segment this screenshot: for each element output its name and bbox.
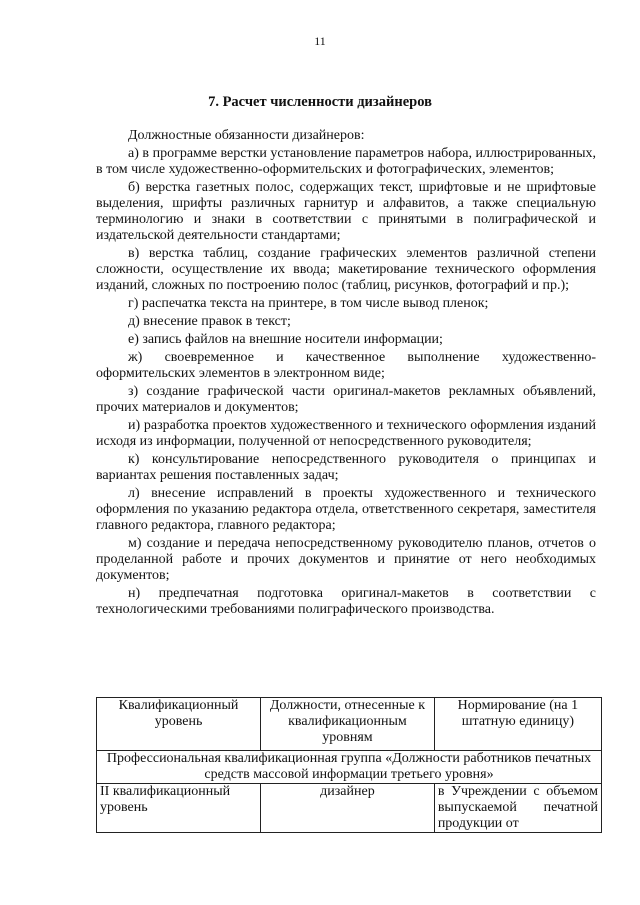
section-title: 7. Расчет численности дизайнеров [208, 94, 432, 110]
cell-level: II квалификационный уровень [97, 784, 261, 833]
duty-item-m: м) создание и передача непосредственному руководителю планов, отчетов о проделанной работе и прочих документов и принятие от него необходимых документов; [96, 536, 596, 583]
duty-item-k: к) консультирование непосредственного руководителя о принципах и вариантах решения поставленных задач; [96, 452, 596, 483]
duty-item-a: а) в программе верстки установление параметров набора, иллюстрированных, в том числе художественно-оформительских и фотографических, элементов; [96, 146, 596, 177]
duty-item-v: в) верстка таблиц, создание графических элементов различной степени сложности, осуществление их ввода; макетирование технического оформления изданий, сложных по построению полос (таблиц, рисунков, фотографий и пр.); [96, 246, 596, 293]
header-qualification-level: Квалификационный уровень [97, 698, 261, 751]
document-body [96, 128, 596, 620]
header-positions: Должности, отнесенные к квалификационным уровням [261, 698, 435, 751]
duties-intro: Должностные обязанности дизайнеров: [128, 128, 365, 143]
duty-item-zh: ж) своевременное и качественное выполнение художественно-оформительских элементов в электронном виде; [96, 350, 596, 381]
page-number: 11 [314, 34, 326, 48]
header-norm: Нормирование (на 1 штатную единицу) [434, 698, 601, 751]
table-row [97, 784, 602, 833]
duty-item-g: г) распечатка текста на принтере, в том числе вывод пленок; [128, 296, 489, 311]
duty-item-b: б) верстка газетных полос, содержащих текст, шрифтовые и не шрифтовые выделения, шрифты различных гарнитур и алфавитов, а также специальную терминологию и знаки в соответствии с принятыми в полиграфической и издательской деятельности стандартами; [96, 180, 596, 243]
duty-item-z: з) создание графической части оригинал-макетов рекламных объявлений, прочих материалов и документов; [96, 384, 596, 415]
group-title: Профессиональная квалификационная группа «Должности работников печатных средств массовой информации третьего уровня» [97, 751, 602, 784]
cell-position: дизайнер [261, 784, 435, 833]
table-header-row [97, 698, 602, 751]
duty-item-d: д) внесение правок в текст; [128, 314, 291, 329]
duty-item-l: л) внесение исправлений в проекты художественного и технического оформления по указанию редактора отдела, ответственного секретаря, заместителя главного редактора, главного редактора; [96, 486, 596, 533]
cell-norm: в Учреждении с объемом выпускаемой печатной продукции от [434, 784, 601, 833]
duty-item-n: н) предпечатная подготовка оригинал-макетов в соответствии с технологическими требованиями полиграфического производства. [96, 586, 596, 617]
duty-item-i: и) разработка проектов художественного и технического оформления изданий исходя из информации, полученной от непосредственного руководителя; [96, 418, 596, 449]
duty-item-e: е) запись файлов на внешние носители информации; [128, 332, 443, 347]
qualification-table [96, 697, 602, 833]
table-group-row [97, 751, 602, 784]
